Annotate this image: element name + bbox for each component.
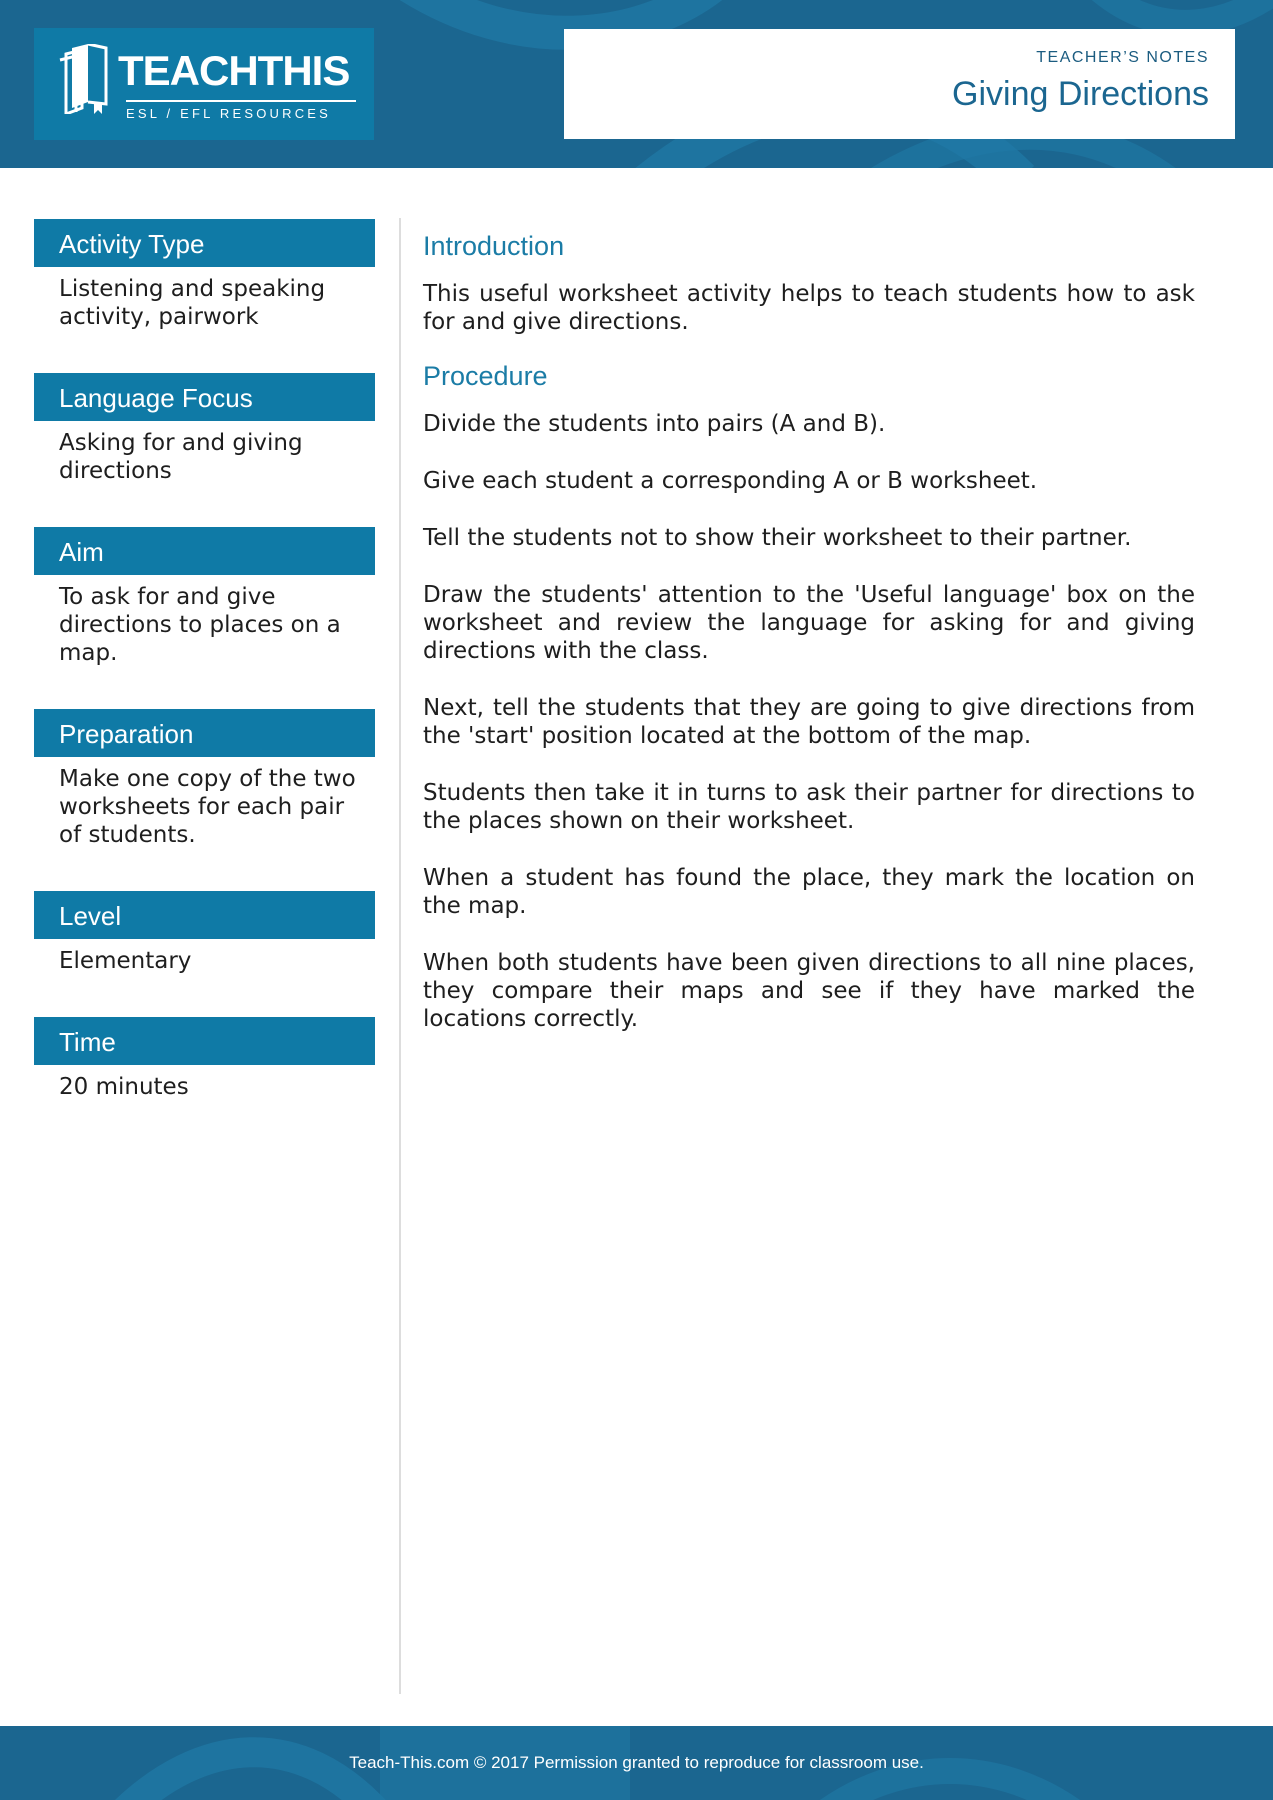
teachers-notes-label: TEACHER’S NOTES (1036, 49, 1209, 66)
logo-tagline: ESL / EFL RESOURCES (126, 100, 356, 121)
procedure-step: Students then take it in turns to ask their partner for directions to the places shown on their worksheet. (423, 780, 1195, 834)
sidebar-body: Listening and speaking activity, pairwork (59, 276, 326, 330)
sidebar-heading: Time (34, 1017, 375, 1065)
sidebar-heading: Aim (34, 527, 375, 575)
title-box (564, 29, 1235, 139)
procedure-step: Next, tell the students that they are going to give directions from the 'start' position located at the bottom of the map. (423, 695, 1195, 749)
procedure-steps (423, 410, 1195, 1033)
sidebar-section-level (34, 891, 375, 975)
page-title: Giving Directions (952, 75, 1209, 113)
page-footer (0, 1726, 1273, 1800)
procedure-step: When a student has found the place, they mark the location on the map. (423, 865, 1195, 919)
procedure-step: Divide the students into pairs (A and B). (423, 411, 886, 437)
procedure-heading: Procedure (423, 361, 548, 391)
introduction-heading: Introduction (423, 231, 565, 261)
book-icon (58, 44, 112, 114)
sidebar-section-time (34, 1017, 375, 1101)
sidebar (34, 219, 375, 1143)
sidebar-body: To ask for and give directions to places on a map. (59, 584, 341, 666)
column-divider (399, 218, 401, 1694)
introduction-text: This useful worksheet activity helps to teach students how to ask for and give directions. (423, 281, 1195, 335)
footer-copyright: Teach-This.com © 2017 Permission granted to reproduce for classroom use. (349, 1753, 924, 1772)
sidebar-body: Elementary (59, 948, 192, 974)
sidebar-body: Asking for and giving directions (59, 430, 303, 484)
sidebar-body: 20 minutes (59, 1074, 189, 1100)
sidebar-heading: Language Focus (34, 373, 375, 421)
sidebar-section-activity-type (34, 219, 375, 331)
sidebar-section-preparation (34, 709, 375, 849)
sidebar-heading: Level (34, 891, 375, 939)
sidebar-heading: Preparation (34, 709, 375, 757)
sidebar-section-language-focus (34, 373, 375, 485)
logo-wordmark: TEACHTHIS (118, 47, 350, 94)
procedure-step: When both students have been given directions to all nine places, they compare their maps and see if they have marked the locations correctly. (423, 950, 1195, 1032)
main-content (423, 226, 1195, 1062)
sidebar-body: Make one copy of the two worksheets for each pair of students. (59, 766, 356, 848)
teachthis-logo (34, 28, 374, 140)
sidebar-heading: Activity Type (34, 219, 375, 267)
page-header (0, 0, 1273, 168)
procedure-step: Draw the students' attention to the 'Useful language' box on the worksheet and review the language for asking for and giving directions with the class. (423, 582, 1195, 664)
sidebar-section-aim (34, 527, 375, 667)
procedure-step: Give each student a corresponding A or B worksheet. (423, 468, 1038, 494)
procedure-step: Tell the students not to show their worksheet to their partner. (423, 525, 1132, 551)
